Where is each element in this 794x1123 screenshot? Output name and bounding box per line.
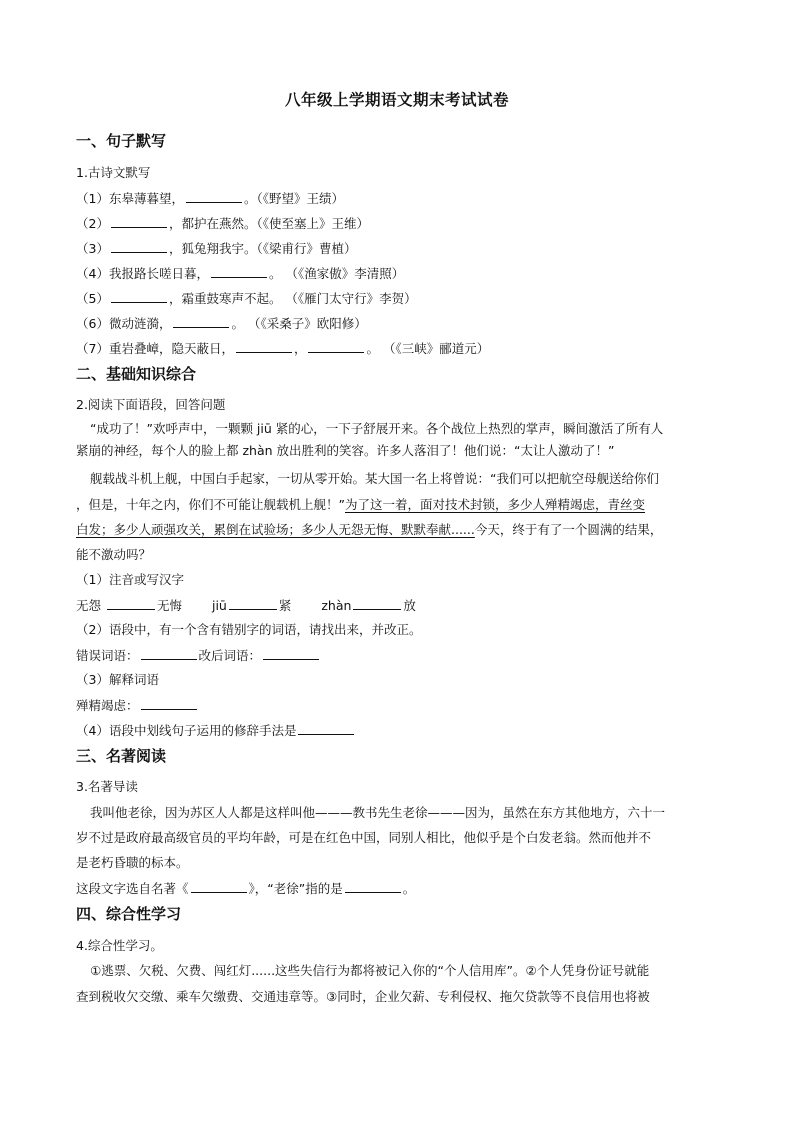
text: （7）重岩叠嶂，隐天蔽日， (76, 341, 234, 356)
question-1-heading: 1.古诗文默写 (76, 165, 151, 180)
sub-question-3: （3）解释词语 (76, 672, 159, 687)
passage-line: 我叫他老徐，因为苏区人人都是这样叫他———教书先生老徐———因为，虽然在东方其他地方，六十一 (90, 805, 666, 820)
text: ，都护在燕然。（《使至塞上》王维） (168, 216, 369, 231)
sub-question-2: （2）语段中，有一个含有错别字的词语，请找出来，并改正。 (76, 622, 422, 637)
text: 。（《野望》王绩） (243, 191, 344, 206)
text: 。 (402, 881, 416, 896)
passage-line: 能不激动吗？ (76, 547, 152, 562)
pinyin-row (76, 597, 416, 614)
text: 》，“老徐”指的是 (248, 881, 343, 896)
text: （1）东皋薄暮望， (76, 191, 184, 206)
answer-blank[interactable] (141, 697, 197, 710)
text: 这段文字选自名著《 (76, 881, 189, 896)
text: 今天，终于有了一个圆满的结果， (474, 522, 663, 537)
question-4-heading: 4.综合性学习。 (76, 938, 163, 953)
question-1-line-7 (76, 340, 489, 357)
answer-blank[interactable] (229, 597, 277, 610)
question-2-heading: 2.阅读下面语段，回答问题 (76, 397, 226, 412)
error-correction-row (76, 647, 321, 664)
passage-line: 查到税收欠交缴、乘车欠缴费、交通违章等。③同时，企业欠薪、专利侵权、拖欠贷款等不良信用也将被 (76, 989, 650, 1004)
text: （6）微动涟漪， (76, 316, 172, 331)
passage-line: ①逃票、欠税、欠费、闯红灯......这些失信行为都将被记入你的“个人信用库”。②个人凭身份证号就能 (90, 963, 650, 978)
sub-question-1: （1）注音或写汉字 (76, 572, 184, 587)
text: （2） (76, 216, 109, 231)
passage-line: 紧崩的神经，每个人的脸上都 zhàn 放出胜利的笑容。许多人落泪了！他们说：“太让人激动了！” (76, 443, 615, 458)
text: zhàn (321, 598, 352, 613)
text: （4）语段中划线句子运用的修辞手法是 (76, 723, 297, 738)
passage-line (76, 497, 645, 513)
question-1-line-1 (76, 190, 344, 207)
text: （4）我报路长嗟日暮， (76, 266, 209, 281)
text: 放 (403, 598, 416, 613)
answer-blank[interactable] (111, 290, 167, 303)
answer-blank[interactable] (353, 597, 401, 610)
text: 。 （《三峡》郦道元） (366, 341, 490, 356)
question-1-line-5 (76, 290, 417, 307)
page-title: 八年级上学期语文期末考试试卷 (284, 91, 509, 109)
text: 。 （《渔家傲》李清照） (268, 266, 405, 281)
text: jiū (211, 598, 227, 613)
text: （5） (76, 291, 109, 306)
underlined-sentence: 白发；多少人顽强攻关，累倒在试验场；多少人无怨无悔、默默奉献...... (76, 522, 475, 537)
answer-blank[interactable] (186, 190, 242, 203)
text: 无悔 (157, 598, 183, 613)
section-heading-2: 二、基础知识综合 (76, 365, 197, 383)
question-1-line-6 (76, 315, 367, 332)
answer-blank[interactable] (141, 647, 197, 660)
text: 殚精竭虑： (76, 698, 139, 713)
answer-blank[interactable] (173, 315, 229, 328)
sub-question-4 (76, 722, 356, 739)
answer-blank[interactable] (111, 240, 167, 253)
answer-blank[interactable] (308, 340, 364, 353)
question-1-line-3 (76, 240, 356, 257)
question-1-line-4 (76, 265, 404, 282)
passage-line: 舰载战斗机上舰，中国白手起家，一切从零开始。某大国一名上将曾说：“我们可以把航空母舰送给你们 (90, 471, 659, 486)
section-heading-3: 三、名著阅读 (76, 747, 167, 765)
answer-blank[interactable] (211, 265, 267, 278)
question-3-prompt (76, 880, 415, 897)
text: 改后词语： (198, 648, 262, 663)
text: （3） (76, 241, 109, 256)
answer-blank[interactable] (111, 215, 167, 228)
passage-line: 是老朽昏聩的标本。 (76, 855, 189, 870)
section-heading-1: 一、句子默写 (76, 132, 167, 150)
passage-line (76, 522, 662, 538)
answer-blank[interactable] (191, 880, 247, 893)
text: 无怨 (76, 598, 102, 613)
text: 。 （《采桑子》欧阳修） (231, 316, 367, 331)
underlined-sentence: 为了这一着，面对技术封锁，多少人殚精竭虑，青丝变 (344, 497, 645, 512)
word-definition-row (76, 697, 199, 714)
text: ，狐兔翔我宇。（《梁甫行》曹植） (168, 241, 357, 256)
answer-blank[interactable] (263, 647, 319, 660)
section-heading-4: 四、综合性学习 (76, 905, 182, 923)
passage-line: “成功了！”欢呼声中，一颗颗 jiū 紧的心，一下子舒展开来。各个战位上热烈的掌声，瞬间激活了所有人 (90, 421, 664, 436)
text: 错误词语： (76, 648, 139, 663)
answer-blank[interactable] (298, 722, 354, 735)
answer-blank[interactable] (345, 880, 401, 893)
question-1-line-2 (76, 215, 369, 232)
answer-blank[interactable] (236, 340, 292, 353)
text: ，霜重鼓寒声不起。 （《雁门太守行》李贺） (168, 291, 417, 306)
question-3-heading: 3.名著导读 (76, 779, 138, 794)
answer-blank[interactable] (107, 597, 155, 610)
passage-line: 岁不过是政府最高级官员的平均年龄，可是在红色中国，同别人相比，他似乎是个白发老翁。然而他并不 (76, 830, 652, 845)
text: 紧 (278, 598, 292, 613)
text: ，但是，十年之内，你们不可能让舰载机上舰！” (76, 497, 345, 512)
text: ， (293, 341, 307, 356)
